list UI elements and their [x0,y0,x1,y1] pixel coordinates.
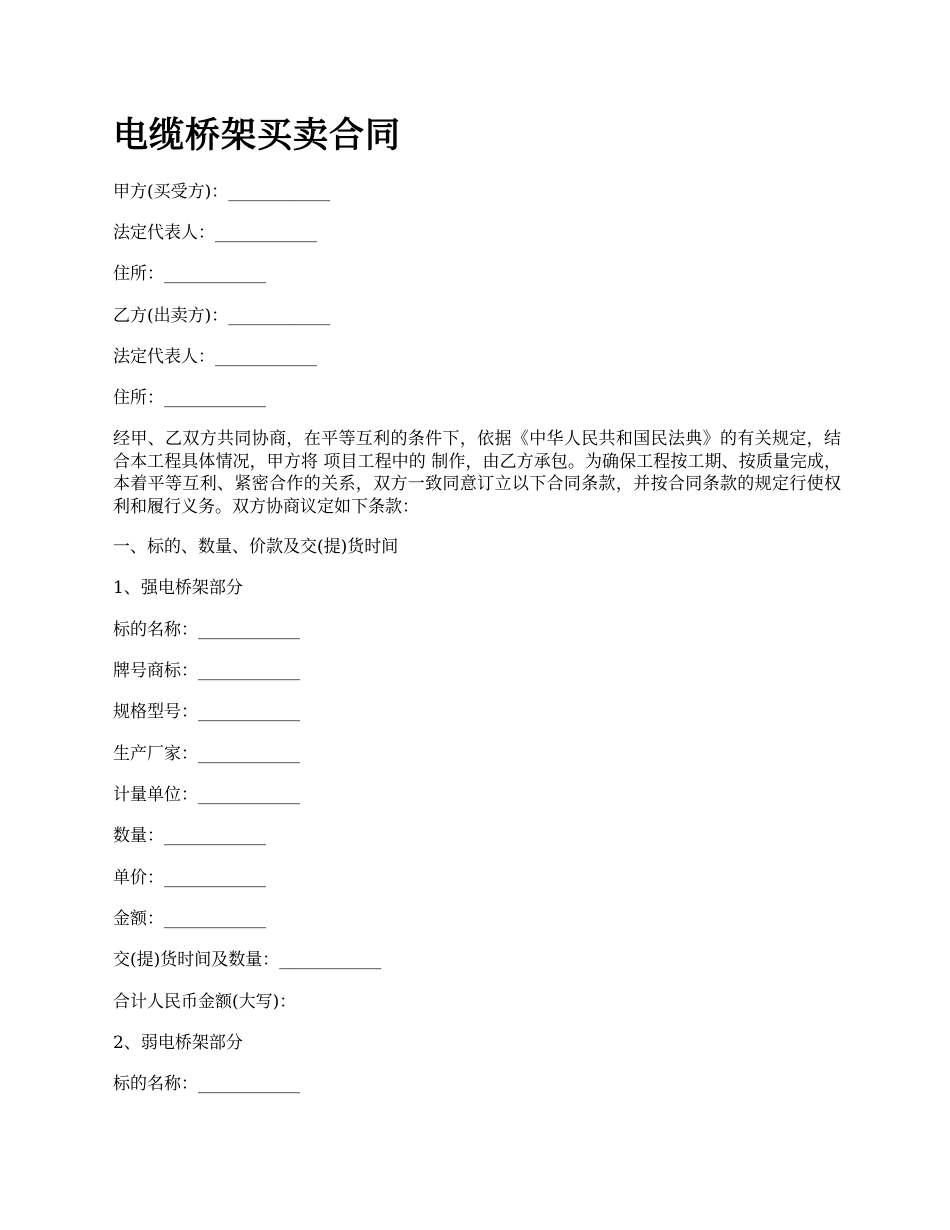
delivery-field: 交(提)货时间及数量：____________ [113,950,382,970]
item-name-field: 标的名称：____________ [113,1074,300,1094]
address-a-field: 住所：____________ [113,264,266,284]
quantity-field: 数量：____________ [113,826,266,846]
manufacturer-field: 生产厂家：____________ [113,744,300,764]
preamble-paragraph: 经甲、乙双方共同协商，在平等互利的条件下，依据《中华人民共和国民法典》的有关规定，结合本工程具体情况，甲方将 项目工程中的 制作，由乙方承包。为确保工程按工期、按质量完成，本着平等互利、紧密合作的关系，双方一致同意订立以下合同条款，并按合同条款的规定行使权利和履行义务。双方协商议定如下条款： [113,429,841,517]
legal-rep-b-field: 法定代表人：____________ [113,347,317,367]
legal-rep-a-field: 法定代表人：____________ [113,223,317,243]
document-title: 电缆桥架买卖合同 [113,116,402,156]
address-b-field: 住所：____________ [113,388,266,408]
item-name-field: 标的名称：____________ [113,620,300,640]
amount-field: 金额：____________ [113,909,266,929]
subsection-heading: 2、弱电桥架部分 [113,1033,243,1053]
party-a-field: 甲方(买受方)：____________ [113,182,331,202]
section-heading: 一、标的、数量、价款及交(提)货时间 [113,537,399,557]
spec-field: 规格型号：____________ [113,702,300,722]
total-rmb-field: 合计人民币金额(大写)： [113,992,297,1012]
party-b-field: 乙方(出卖方)：____________ [113,306,331,326]
unit-field: 计量单位：____________ [113,785,300,805]
subsection-heading: 1、强电桥架部分 [113,578,243,598]
brand-field: 牌号商标：____________ [113,661,300,681]
unit-price-field: 单价：____________ [113,868,266,888]
